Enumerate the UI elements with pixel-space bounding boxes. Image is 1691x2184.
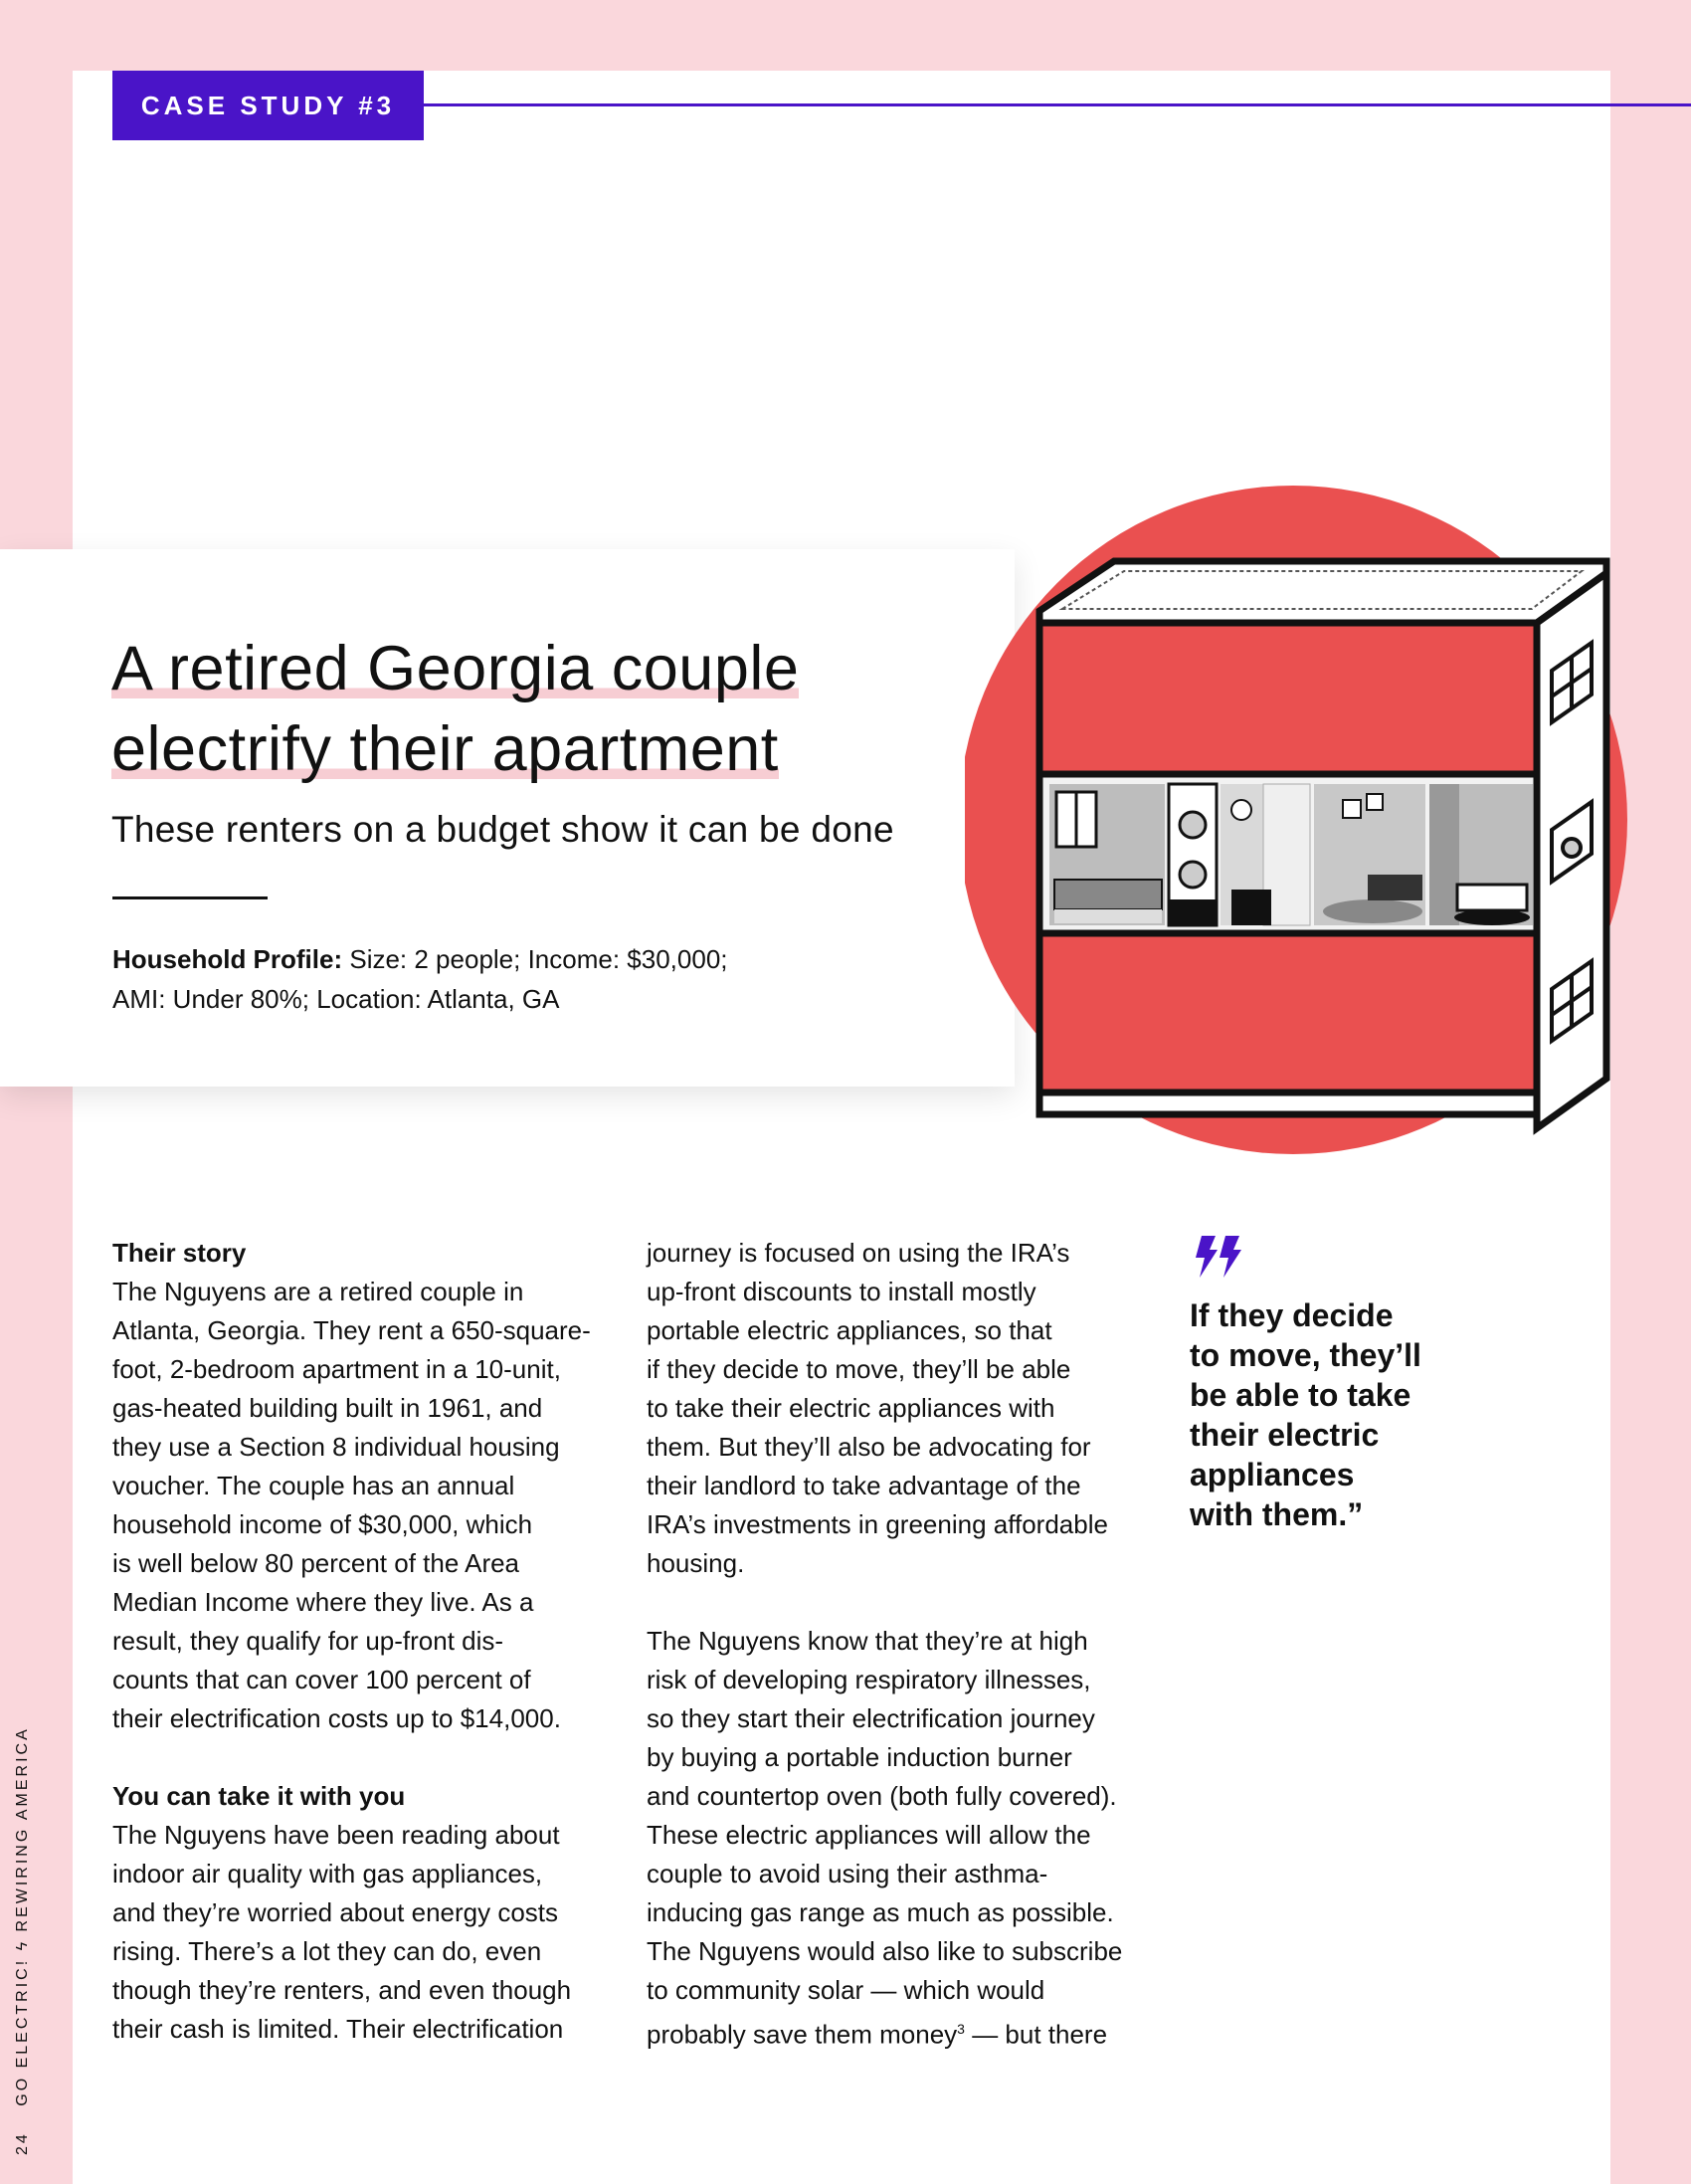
footnote-ref: 3: [957, 2021, 965, 2037]
page-number: 24: [14, 2131, 31, 2155]
body-line: so they start their electrification journey: [647, 1703, 1095, 1733]
body-line: risk of developing respiratory illnesses,: [647, 1665, 1091, 1694]
title-line: electrify their apartment: [111, 714, 779, 784]
body-line: These electric appliances will allow the: [647, 1820, 1091, 1850]
pull-quote-line: with them.”: [1190, 1496, 1364, 1532]
body-line: their landlord to take advantage of the: [647, 1471, 1081, 1500]
quote-bolt-icon: [1192, 1236, 1245, 1278]
body-line: if they decide to move, they’ll be able: [647, 1354, 1071, 1384]
body-line: Atlanta, Georgia. They rent a 650-square-: [112, 1315, 591, 1345]
bathroom: [1221, 784, 1310, 925]
body-line: to community solar — which would: [647, 1975, 1045, 2005]
pull-quote: [1190, 1295, 1468, 1534]
body-line: gas-heated building built in 1961, and: [112, 1393, 543, 1423]
body-line: inducing gas range as much as possible.: [647, 1897, 1114, 1927]
body-line: them. But they’ll also be advocating for: [647, 1432, 1091, 1462]
body-line: by buying a portable induction burner: [647, 1742, 1072, 1772]
body-line: foot, 2-bedroom apartment in a 10-unit,: [112, 1354, 561, 1384]
pull-quote-line: their electric: [1190, 1417, 1380, 1453]
body-line: is well below 80 percent of the Area: [112, 1548, 520, 1578]
ground-slab: [1039, 1092, 1537, 1114]
column-1: [112, 1234, 630, 2049]
section-heading: You can take it with you: [112, 1781, 406, 1811]
body-line: their cash is limited. Their electrification: [112, 2014, 564, 2044]
pull-quote-line: be able to take: [1190, 1377, 1411, 1413]
body-line: The Nguyens have been reading about: [112, 1820, 560, 1850]
body-line: journey is focused on using the IRA’s: [647, 1238, 1070, 1268]
body-line: though they’re renters, and even though: [112, 1975, 572, 2005]
body-line: household income of $30,000, which: [112, 1509, 533, 1539]
bolt-icon: ϟ: [14, 1938, 31, 1951]
body-line: result, they qualify for up-front dis-: [112, 1626, 504, 1656]
kitchen: [1049, 784, 1165, 925]
body-line: IRA’s investments in greening affordable: [647, 1509, 1108, 1539]
body-text: — but there: [964, 2019, 1108, 2050]
body-line: couple to avoid using their asthma-: [647, 1859, 1048, 1888]
profile-label: Household Profile:: [112, 944, 343, 974]
apartment-building-illustration: [965, 482, 1661, 1158]
page-subtitle: These renters on a budget show it can be done: [111, 809, 894, 850]
page-footer: [14, 1726, 32, 2155]
body-line: The Nguyens are a retired couple in: [112, 1277, 524, 1306]
pull-quote-line: If they decide: [1190, 1297, 1394, 1333]
body-line: indoor air quality with gas appliances,: [112, 1859, 543, 1888]
bottom-floor: [1039, 933, 1537, 1092]
body-line: rising. There’s a lot they can do, even: [112, 1936, 542, 1966]
body-line: voucher. The couple has an annual: [112, 1471, 515, 1500]
body-line: their electrification costs up to $14,000.: [112, 1703, 561, 1733]
column-2: [647, 1234, 1164, 2055]
body-line: to take their electric appliances with: [647, 1393, 1055, 1423]
body-line: and they’re worried about energy costs: [112, 1897, 559, 1927]
body-line: portable electric appliances, so that: [647, 1315, 1052, 1345]
case-study-tag: CASE STUDY #3: [112, 71, 424, 140]
body-text: probably save them money: [647, 2019, 958, 2050]
top-floor: [1039, 623, 1537, 774]
title-divider: [112, 896, 268, 899]
profile-line: AMI: Under 80%; Location: Atlanta, GA: [112, 984, 560, 1014]
page-title: [111, 629, 799, 790]
body-line: [647, 2010, 1164, 2055]
body-line: and countertop oven (both fully covered).: [647, 1781, 1117, 1811]
body-line: up-front discounts to install mostly: [647, 1277, 1036, 1306]
section-heading: Their story: [112, 1238, 247, 1268]
publication-name: GO ELECTRIC!: [14, 1957, 31, 2106]
pull-quote-line: appliances: [1190, 1457, 1355, 1492]
profile-line: Size: 2 people; Income: $30,000;: [342, 944, 728, 974]
body-line: The Nguyens know that they’re at high: [647, 1626, 1088, 1656]
household-profile: [112, 939, 868, 1019]
pull-quote-line: to move, they’ll: [1190, 1337, 1421, 1373]
body-line: Median Income where they live. As a: [112, 1587, 534, 1617]
body-line: The Nguyens would also like to subscribe: [647, 1936, 1123, 1966]
body-line: counts that can cover 100 percent of: [112, 1665, 531, 1694]
title-line: A retired Georgia couple: [111, 634, 800, 703]
living-room: [1314, 784, 1425, 925]
body-line: they use a Section 8 individual housing: [112, 1432, 560, 1462]
header-rule: [424, 103, 1691, 106]
body-line: housing.: [647, 1548, 745, 1578]
bedroom: [1429, 784, 1533, 925]
section-name: REWIRING AMERICA: [14, 1726, 31, 1932]
laundry: [1169, 784, 1217, 925]
